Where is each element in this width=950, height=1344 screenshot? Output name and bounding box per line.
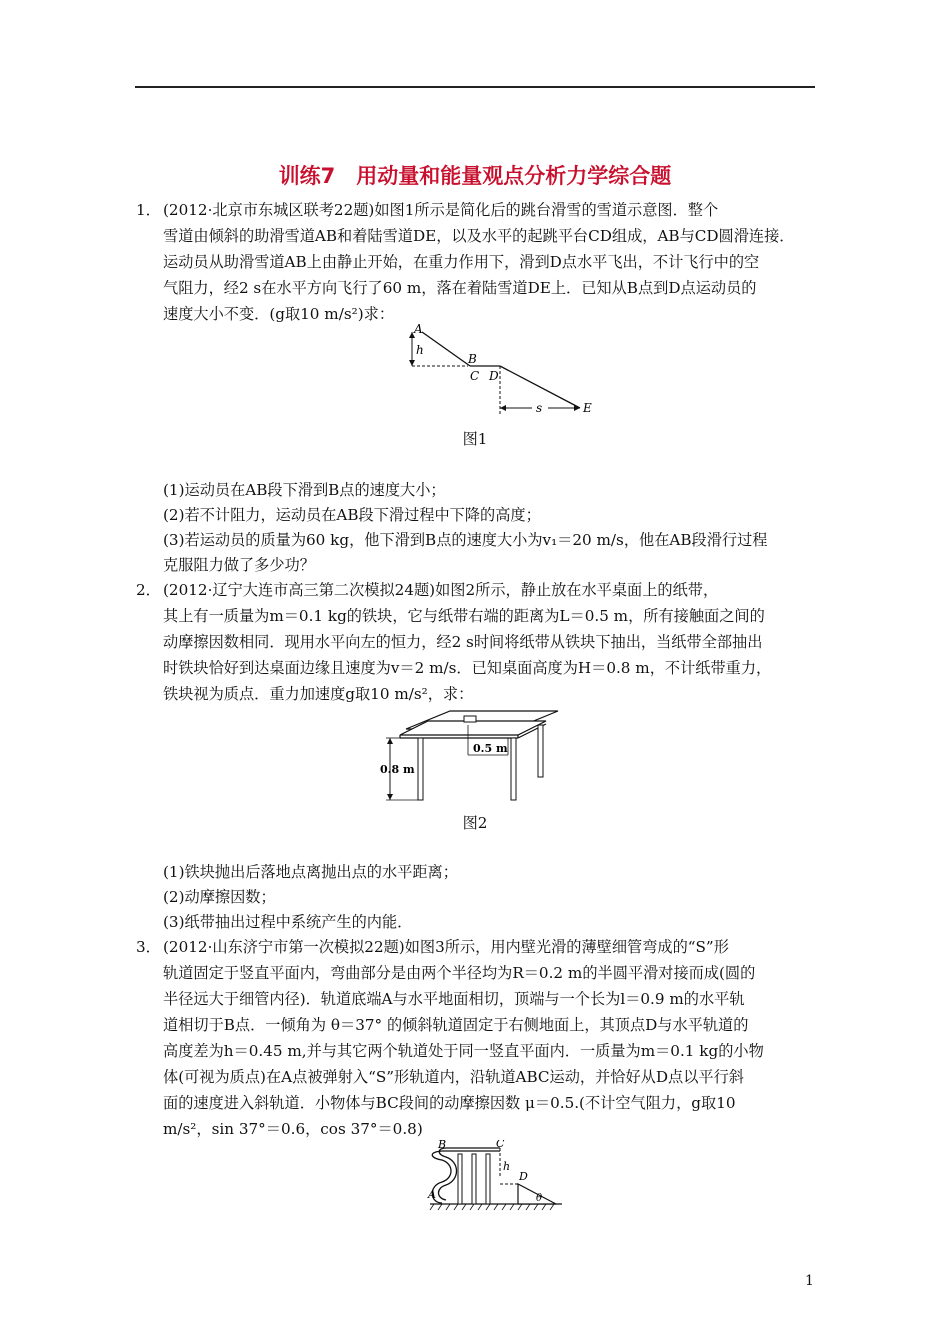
problem-3-line-7: 面的速度进入斜轨道．小物体与BC段间的动摩擦因数 μ＝0.5.(不计空气阻力，g取10 — [163, 1094, 736, 1112]
problem-3-line-6: 体(可视为质点)在A点被弹射入“S”形轨道内，沿轨道ABC运动，并恰好从D点以平行斜 — [163, 1068, 744, 1086]
fig3-label-theta: θ — [536, 1193, 543, 1204]
problem-1-line-5: 速度大小不变．(g取10 m/s²)求： — [163, 305, 395, 323]
fig3-label-c: C — [496, 1140, 505, 1150]
fig3-label-h: h — [503, 1160, 511, 1173]
problem-3-line-3: 半径远大于细管内径)．轨道底端A与水平地面相切，顶端与一个长为l＝0.9 m的水平轨 — [163, 990, 745, 1008]
figure-2-caption: 图2 — [462, 814, 488, 832]
fig1-label-a: A — [414, 322, 423, 336]
problem-2-line-1: (2012·辽宁大连市高三第二次模拟24题)如图2所示，静止放在水平桌面上的纸带， — [163, 581, 719, 599]
fig1-label-d: D — [489, 369, 499, 383]
problem-1-line-4: 气阻力，经2 s在水平方向飞行了60 m，落在着陆雪道DE上．已知从B点到D点运动员的 — [163, 279, 757, 297]
problem-1-line-3: 运动员从助滑雪道AB上由静止开始，在重力作用下，滑到D点水平飞出，不计飞行中的空 — [163, 253, 760, 271]
fig1-label-s: s — [536, 401, 543, 415]
fig1-label-h: h — [416, 343, 424, 357]
fig3-label-a: A — [428, 1188, 436, 1201]
problem-1-question-2: (2)若不计阻力，运动员在AB段下滑过程中下降的高度； — [163, 506, 541, 524]
page-title: 训练7 用动量和能量观点分析力学综合题 — [278, 164, 672, 188]
fig2-label-height: 0.8 m — [380, 763, 415, 776]
header-rule — [135, 86, 815, 88]
problem-2-question-1: (1)铁块抛出后落地点离抛出点的水平距离； — [163, 863, 458, 881]
fig1-label-b: B — [468, 352, 477, 366]
problem-2-line-5: 铁块视为质点．重力加速度g取10 m/s²，求： — [163, 685, 474, 703]
problem-1-question-1: (1)运动员在AB段下滑到B点的速度大小； — [163, 481, 446, 499]
problem-1-line-2: 雪道由倾斜的助滑雪道AB和着陆雪道DE，以及水平的起跳平台CD组成，AB与CD圆滑连接． — [163, 227, 795, 245]
fig1-label-c: C — [470, 369, 480, 383]
problem-3-line-8: m/s²，sin 37°＝0.6，cos 37°＝0.8) — [163, 1120, 423, 1138]
problem-1-question-3: (3)若运动员的质量为60 kg，他下滑到B点的速度大小为v₁＝20 m/s，他在AB段滑行过程 — [163, 531, 768, 549]
figure-1-caption: 图1 — [462, 430, 488, 448]
problem-3-line-2: 轨道固定于竖直平面内，弯曲部分是由两个半径均为R＝0.2 m的半圆平滑对接而成(圆的 — [163, 964, 756, 982]
figure-2-table-paper — [378, 705, 578, 805]
problem-3-line-1: (2012·山东济宁市第一次模拟22题)如图3所示，用内壁光滑的薄壁细管弯成的“S”形 — [163, 938, 729, 956]
problem-2-question-3: (3)纸带抽出过程中系统产生的内能． — [163, 913, 413, 931]
fig2-label-width: 0.5 m — [473, 742, 508, 755]
fig3-label-b: B — [438, 1140, 447, 1151]
page-number: 1 — [805, 1273, 814, 1289]
figure-1-ski-track — [400, 320, 610, 420]
problem-1-line-1: (2012·北京市东城区联考22题)如图1所示是简化后的跳台滑雪的雪道示意图．整个 — [163, 201, 719, 219]
problem-3-number: 3． — [136, 938, 161, 956]
problem-3-line-5: 高度差为h＝0.45 m,并与其它两个轨道处于同一竖直平面内．一质量为m＝0.1 kg的小物 — [163, 1042, 764, 1060]
problem-3-line-4: 道相切于B点．一倾角为 θ＝37° 的倾斜轨道固定于右侧地面上，其顶点D与水平轨道的 — [163, 1016, 749, 1034]
fig1-label-e: E — [583, 401, 592, 415]
problem-2-line-4: 时铁块恰好到达桌面边缘且速度为v＝2 m/s．已知桌面高度为H＝0.8 m，不计纸带重力， — [163, 659, 772, 677]
problem-2-question-2: (2)动摩擦因数； — [163, 888, 276, 906]
problem-1-question-3-cont: 克服阻力做了多少功？ — [163, 556, 315, 574]
problem-2-line-2: 其上有一质量为m＝0.1 kg的铁块，它与纸带右端的距离为L＝0.5 m，所有接触面之间的 — [163, 607, 765, 625]
fig3-label-d: D — [519, 1170, 528, 1183]
problem-2-line-3: 动摩擦因数相同．现用水平向左的恒力，经2 s时间将纸带从铁块下抽出，当纸带全部抽出 — [163, 633, 763, 651]
problem-2-number: 2． — [136, 581, 161, 599]
figure-3-s-track — [420, 1140, 570, 1220]
problem-1-number: 1． — [136, 201, 161, 219]
